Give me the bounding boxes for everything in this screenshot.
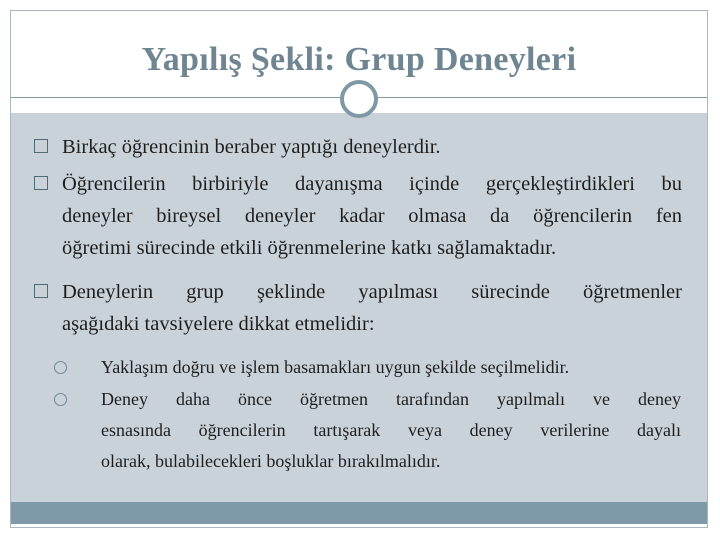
sub-bullet-line: Yaklaşım doğru ve işlem basamakları uygun şekilde seçilmelidir. [101,357,570,377]
bullet-line: aşağıdaki tavsiyelere dikkat etmelidir: [62,313,375,335]
bullet-line: Deneylerin grup şeklinde yapılması sürecinde öğretmenler [62,281,682,303]
ring-ornament-icon [340,80,378,118]
circle-bullet-icon [54,361,67,374]
sub-bullet-text [101,384,681,477]
sub-bullet-line: esnasında öğrencilerin tartışarak veya deney verilerine dayalı [101,420,681,440]
bottom-bar [11,502,707,524]
bullet-line: deneyler bireysel deneyler kadar olmasa da öğrencilerin fen [62,205,682,227]
bullet-text [62,131,682,163]
bullet-text [62,168,682,264]
slide-title: Yapılış Şekli: Grup Deneyleri [141,41,577,78]
square-bullet-icon [34,176,48,190]
square-bullet-icon [34,139,48,153]
bullet-line: öğretimi sürecinde etkili öğrenmelerine katkı sağlamaktadır. [62,237,557,259]
bullet-line: Birkaç öğrencinin beraber yaptığı deneylerdir. [62,136,441,158]
sub-bullet-text [101,352,681,383]
bullet-line: Öğrencilerin birbiriyle dayanışma içinde gerçekleştirdikleri bu [62,173,682,195]
bullet-text [62,276,682,340]
sub-bullet-line: Deney daha önce öğretmen tarafından yapılmalı ve deney [101,389,681,409]
square-bullet-icon [34,284,48,298]
sub-bullet-line: olarak, bulabilecekleri boşluklar bırakılmalıdır. [101,451,441,471]
circle-bullet-icon [54,393,67,406]
